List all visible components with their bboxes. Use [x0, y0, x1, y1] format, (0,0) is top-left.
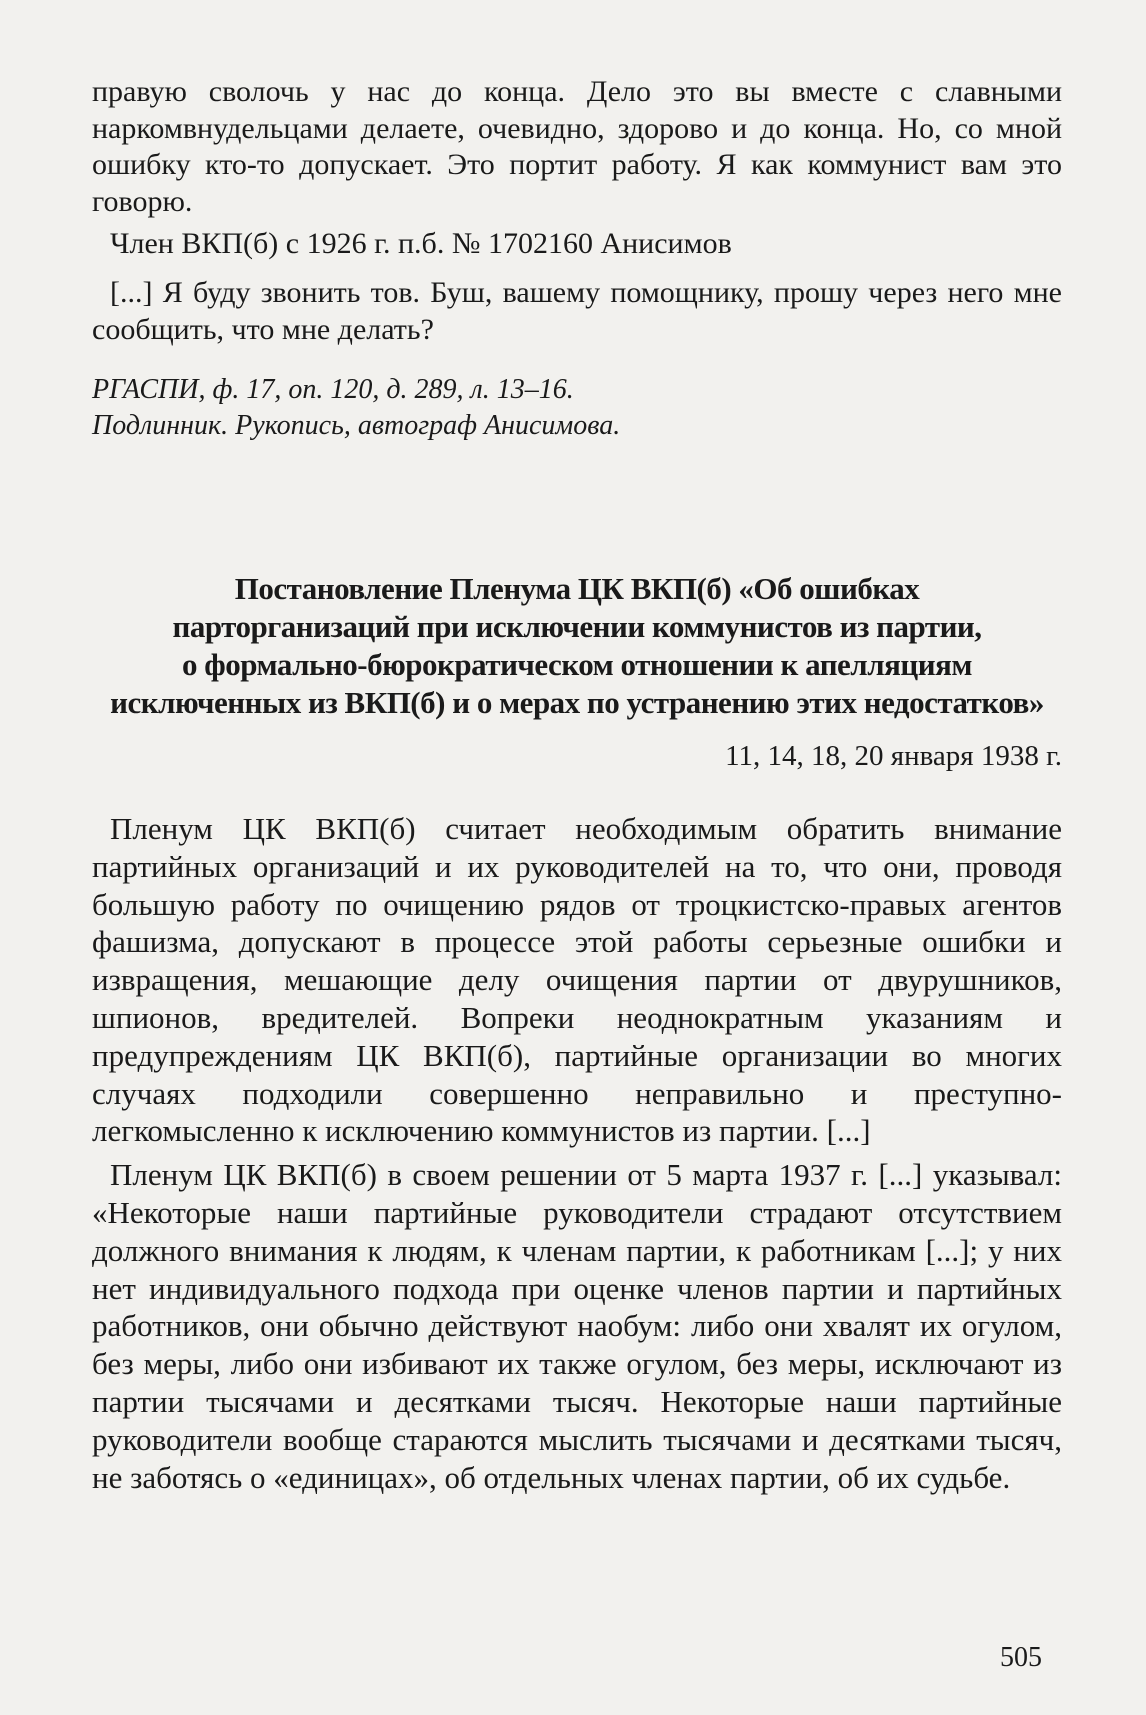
- signature-text: Член ВКП(б) с 1926 г. п.б. № 1702160 Анисимов: [110, 227, 732, 260]
- letter-closing-paragraph: [92, 74, 1062, 220]
- body-paragraph-1: Пленум ЦК ВКП(б) считает необходимым обратить внимание партийных организаций и их руководителей на то, что они, проводя большую работу по очищению рядов от троцкистско-правых агентов фашизма, допускают в процессе этой работы серьезные ошибки и извращения, мешающие делу очищения партии от двурушников, шпионов, вредителей. Вопреки неоднократным указаниям и предупреждениям ЦК ВКП(б), партийные организации во многих случаях подходили совершенно неправильно и преступно-легкомысленно к исключению коммунистов из партии. [...]: [92, 811, 1062, 1149]
- document-body: [92, 810, 1062, 1496]
- page-number: 505: [1000, 1642, 1042, 1673]
- body-paragraph-2: Пленум ЦК ВКП(б) в своем решении от 5 марта 1937 г. [...] указывал: «Некоторые наши партийные руководители страдают отсутствием должного внимания к людям, к членам партии, к работникам [...]; у них нет индивидуального подхода при оценке членов партии и партийных работников, они обычно действуют наобум: либо они хвалят их огулом, без меры, либо они избивают их также огулом, без меры, исключают из партии тысячами и десятками тысяч. Некоторые наши партийные руководители вообще стараются мыслить тысячами и десятками тысяч, не заботясь о «единицах», об отдельных членах партии, об их судьбе.: [92, 1157, 1062, 1495]
- heading-line-2: парторганизаций при исключении коммунистов из партии,: [172, 609, 982, 644]
- archive-reference: [92, 372, 1062, 444]
- letter-text: правую сволочь у нас до конца. Дело это вы вместе с славными наркомвнудельцами делаете, очевидно, здорово и до конца. Но, со мной ошибку кто-то допускает. Это портит работу. Я как коммунист вам это говорю.: [92, 75, 1062, 218]
- document-date: 11, 14, 18, 20 января 1938 г.: [725, 740, 1062, 772]
- archive-note: Подлинник. Рукопись, автограф Анисимова.: [92, 410, 621, 441]
- document-heading: [92, 570, 1062, 722]
- archive-citation: РГАСПИ, ф. 17, оп. 120, д. 289, л. 13–16.: [92, 374, 574, 405]
- heading-line-3: о формально-бюрократическом отношении к апелляциям: [182, 647, 972, 682]
- heading-line-1: Постановление Пленума ЦК ВКП(б) «Об ошибках: [234, 571, 920, 606]
- postscript-text: [...] Я буду звонить тов. Буш, вашему помощнику, прошу через него мне сообщить, что мне делать?: [92, 276, 1062, 346]
- letter-signature: [92, 226, 1062, 263]
- heading-line-4: исключенных из ВКП(б) и о мерах по устранению этих недостатков»: [110, 685, 1044, 720]
- letter-postscript: [92, 275, 1062, 348]
